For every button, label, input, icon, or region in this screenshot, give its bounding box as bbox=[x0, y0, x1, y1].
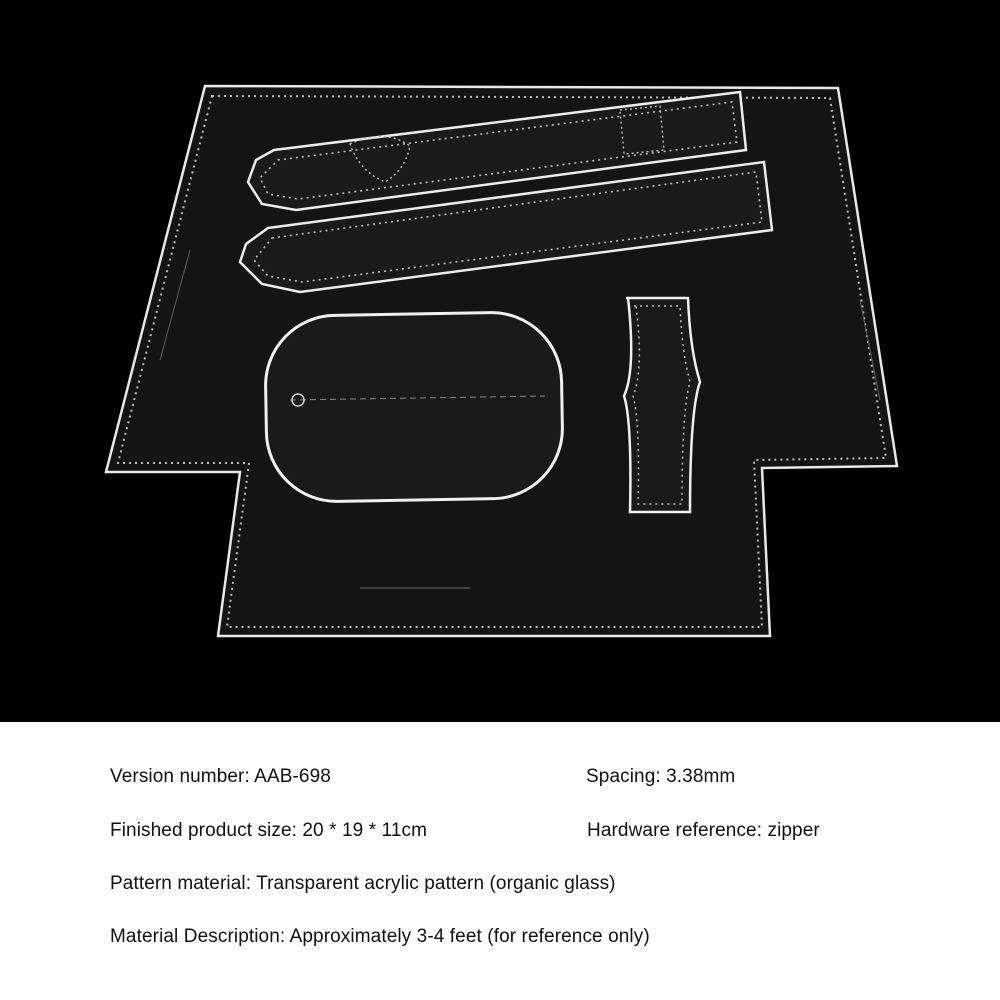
material-description-text: Material Description: Approximately 3-4 feet (for reference only) bbox=[110, 926, 650, 947]
pattern-material-text: Pattern material: Transparent acrylic pattern (organic glass) bbox=[110, 873, 616, 894]
hardware-reference-text: Hardware reference: zipper bbox=[587, 820, 820, 841]
version-number-text: Version number: AAB-698 bbox=[110, 766, 331, 787]
finished-size-text: Finished product size: 20 * 19 * 11cm bbox=[110, 820, 428, 841]
pattern-panel-rounded bbox=[264, 311, 563, 502]
spacing-text: Spacing: 3.38mm bbox=[586, 766, 736, 787]
pattern-gusset bbox=[624, 298, 700, 512]
